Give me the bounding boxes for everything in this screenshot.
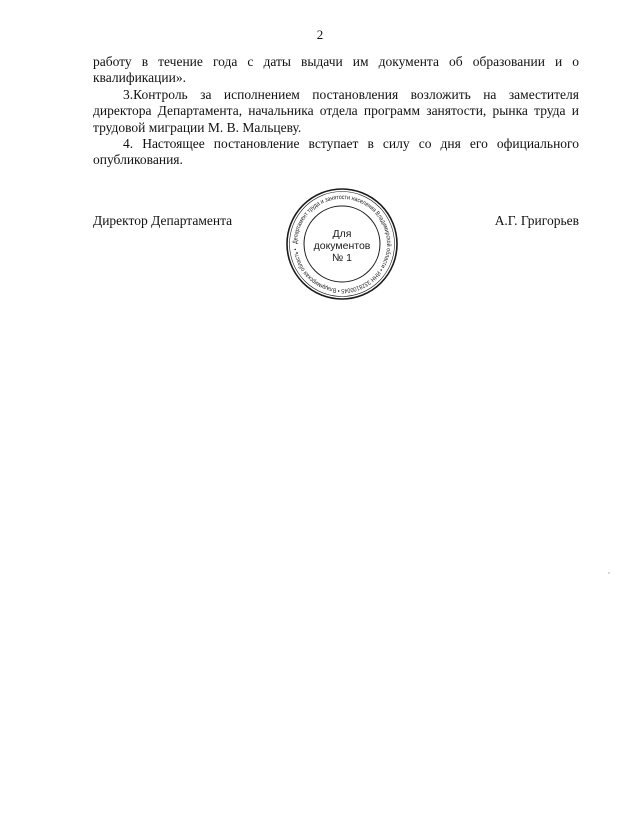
seal-center-line-1: Для bbox=[332, 228, 352, 240]
seal-center-line-3: № 1 bbox=[331, 252, 353, 264]
official-seal-stamp bbox=[285, 187, 399, 301]
signer-title: Директор Департамента bbox=[93, 213, 233, 228]
paragraph-continuation: работу в течение года с даты выдачи им документа об образовании и о квалификации». bbox=[93, 54, 579, 86]
paragraph-4: 4. Настоящее постановление вступает в силу со дня его официального опубликования. bbox=[93, 136, 579, 168]
signer-name: А.Г. Григорьев bbox=[494, 213, 579, 228]
paragraph-3: 3.Контроль за исполнением постановления возложить на заместителя директора Департамента, начальника отдела программ занятости, рынка труда и трудовой миграции М. В. Мальцеву. bbox=[93, 86, 579, 135]
seal-center-line-2: документов bbox=[313, 240, 371, 252]
page-number: 2 bbox=[316, 27, 324, 42]
seal-ring-text: Департамент труда и занятости населения Владимирской области • ИНН 3328100045 • Владимирская область • bbox=[291, 193, 393, 295]
scan-speck bbox=[608, 572, 610, 574]
document-body bbox=[93, 54, 579, 169]
